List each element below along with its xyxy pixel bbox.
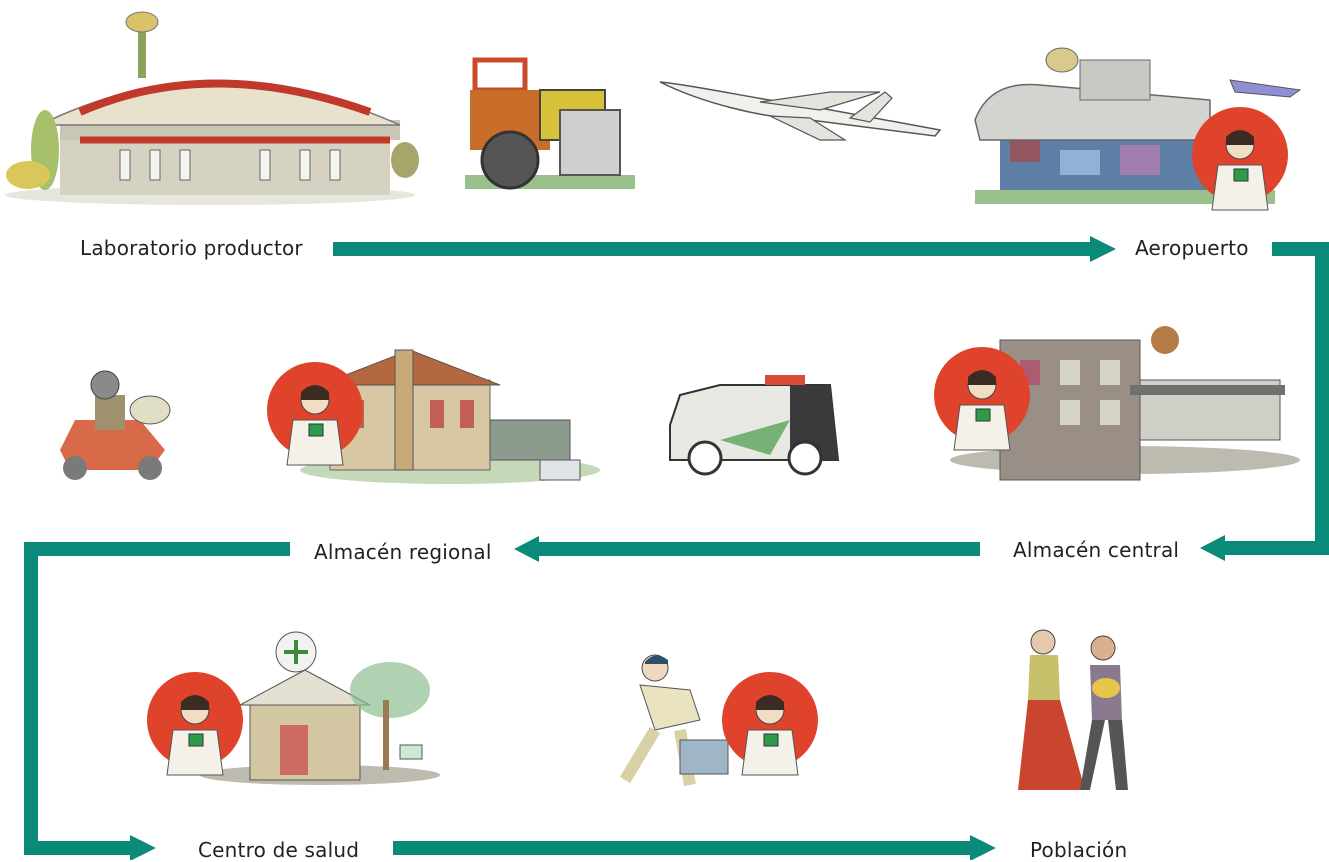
- stage-label-centro-salud: Centro de salud: [198, 838, 360, 862]
- motorcycle-courier-icon: [60, 371, 170, 480]
- delivery-van-icon: [670, 375, 838, 474]
- tractor-icon: [465, 60, 635, 189]
- stage-label-aeropuerto: Aeropuerto: [1135, 236, 1249, 260]
- stage-label-almacen-central: Almacén central: [1013, 538, 1180, 562]
- stage-label-laboratorio: Laboratorio productor: [80, 236, 303, 260]
- health-worker-character-center: [147, 672, 243, 775]
- stage-label-poblacion: Población: [1030, 838, 1128, 862]
- health-worker-character-walking: [722, 672, 818, 775]
- laboratory-building-icon: [5, 12, 419, 205]
- airplane-icon: [660, 82, 940, 140]
- walking-health-worker-icon: [625, 655, 728, 785]
- family-icon: [1018, 630, 1128, 790]
- stage-label-almacen-regional: Almacén regional: [314, 540, 492, 564]
